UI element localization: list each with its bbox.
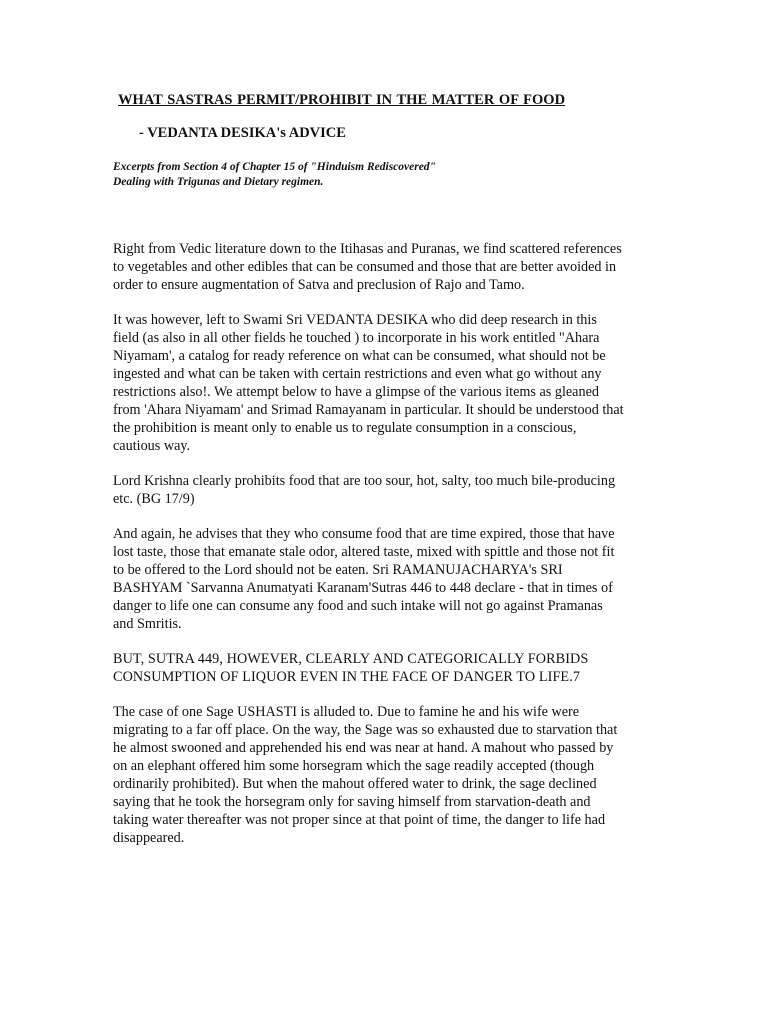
excerpt-note [113,160,436,190]
paragraph-sri-bashyam: And again, he advises that they who consume food that are time expired, those that have lost taste, those that emanate stale odor, altered taste, mixed with spittle and those not fit to be offered to the Lord should not be eaten. Sri RAMANUJACHARYA's SRI BASHYAM `Sarvanna Anumatyati Karanam'Sutras 446 to 448 declare - that in times of danger to life one can consume any food and such intake will not go against Pramanas and Smritis. [113,526,615,632]
page-subtitle: - VEDANTA DESIKA's ADVICE [139,125,346,141]
paragraph-intro: Right from Vedic literature down to the Itihasas and Puranas, we find scattered references to vegetables and other edibles that can be consumed and those that are better avoided in order to ensure augmentation of Satva and preclusion of Rajo and Tamo. [113,241,622,293]
page-title: WHAT SASTRAS PERMIT/PROHIBIT IN THE MATTER OF FOOD [118,92,566,108]
excerpt-line: Excerpts from Section 4 of Chapter 15 of "Hinduism Rediscovered" [113,161,436,173]
paragraph-lord-krishna: Lord Krishna clearly prohibits food that are too sour, hot, salty, too much bile-producing etc. (BG 17/9) [113,473,616,507]
excerpt-line: Dealing with Trigunas and Dietary regimen. [113,176,324,188]
document-body [113,240,658,864]
paragraph-sage-ushasti: The case of one Sage USHASTI is alluded to. Due to famine he and his wife were migrating to a far off place. On the way, the Sage was so exhausted due to starvation that he almost swooned and apprehended his end was near at hand. A mahout who passed by on an elephant offered him some horsegram which the sage readily accepted (though ordinarily prohibited). But when the mahout offered water to drink, the sage declined saying that he took the horsegram only for saving himself from starvation-death and taking water thereafter was not proper since at that point of time, the danger to life had disappeared. [113,704,618,846]
paragraph-sutra-449: BUT, SUTRA 449, HOWEVER, CLEARLY AND CATEGORICALLY FORBIDS CONSUMPTION OF LIQUOR EVEN IN THE FACE OF DANGER TO LIFE.7 [113,651,589,685]
paragraph-vedanta-desika: It was however, left to Swami Sri VEDANTA DESIKA who did deep research in this field (as also in all other fields he touched ) to incorporate in his work entitled "Ahara Niyamam', a catalog for ready reference on what can be consumed, what should not be ingested and what can be taken with certain restrictions and even what go without any restrictions also!. We attempt below to have a glimpse of the various items as gleaned from 'Ahara Niyamam' and Srimad Ramayanam in particular. It should be understood that the prohibition is meant only to enable us to regulate consumption in a conscious, cautious way. [113,312,624,454]
